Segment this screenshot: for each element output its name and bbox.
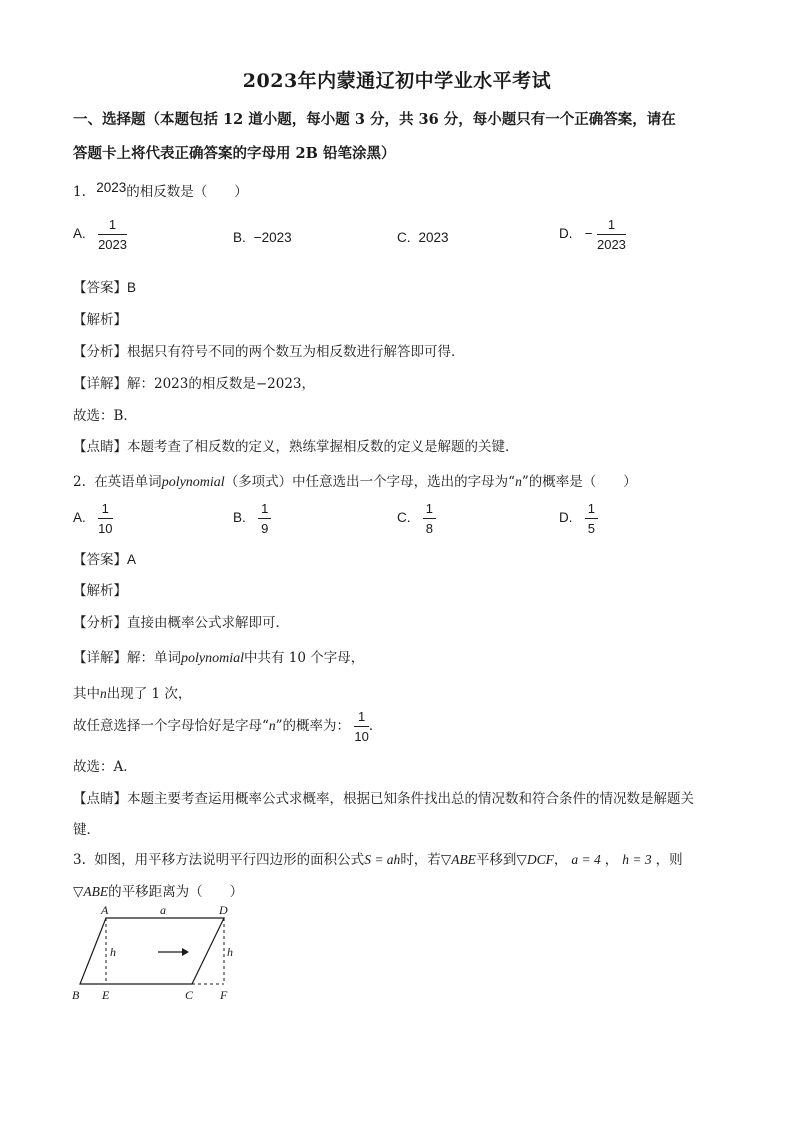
q2-guxuan: 故选：A．	[73, 759, 137, 775]
q2-stem: 2. 在英语单词polynomial（多项式）中任意选出一个字母，选出的字母为“n”的概率是（ ）	[73, 474, 637, 490]
q1-answer: 【答案】B	[73, 280, 137, 296]
q2-answer: 【答案】A	[73, 552, 137, 568]
q1-option-d[interactable]: D. − $\frac{1}{2023}$	[559, 217, 626, 252]
q2-letter: n	[515, 474, 522, 489]
q1-number: 1.	[73, 184, 86, 200]
label-a: a	[160, 904, 166, 917]
translation-arrow-head	[182, 948, 189, 956]
label-D: D	[219, 904, 228, 917]
label-h-right: h	[227, 945, 233, 959]
page-title: 2023年内蒙通辽初中学业水平考试	[242, 70, 552, 92]
q2-line3: 故任意选择一个字母恰好是字母“n”的概率为： $\frac{1}{10}$ ．	[73, 709, 383, 744]
q3-parallelogram-figure	[68, 904, 248, 1004]
label-B: B	[72, 988, 80, 1002]
q1-option-d-fraction: $\frac{1}{2023}$	[596, 217, 626, 252]
q2-option-a[interactable]: A. $\frac{1}{10}$	[73, 501, 113, 536]
label-C: C	[185, 988, 194, 1002]
q1-option-c[interactable]: C. 2023	[397, 230, 449, 245]
q2-dianjing-2: 键．	[73, 822, 100, 838]
q2-line3-fraction: $\frac{1}{10}$	[354, 709, 369, 744]
label-h-left: h	[110, 945, 116, 959]
q2-option-d[interactable]: D. $\frac{1}{5}$	[559, 501, 598, 536]
q1-guxuan: 故选：B．	[73, 408, 137, 424]
q1-stem	[73, 180, 248, 200]
section-heading-line1: 一、选择题（本题包括 12 道小题，每小题 3 分，共 36 分，每小题只有一个正确答案，请在	[73, 111, 676, 128]
q2-analysis-tag: 【解析】	[73, 583, 127, 599]
q1-analysis-tag: 【解析】	[73, 312, 127, 328]
q3-stem-line1: 3. 如图，用平移方法说明平行四边形的面积公式S = ah时，若▽ABE平移到▽DCF， a = 4 ， h = 3 ，则	[73, 852, 683, 868]
label-A: A	[101, 904, 109, 917]
q3-stem-line2: ▽ABE的平移距离为（ ）	[73, 884, 244, 900]
q1-option-a[interactable]: A. $\frac{1}{2023}$	[73, 217, 127, 252]
q2-option-b[interactable]: B. $\frac{1}{9}$	[233, 501, 271, 536]
q1-option-b[interactable]: B. −2023	[233, 230, 292, 245]
q2-answer-value: A	[127, 552, 137, 567]
q1-dianjing: 【点睛】本题考查了相反数的定义，熟练掌握相反数的定义是解题的关键．	[73, 439, 519, 455]
q1-math: 2023	[96, 180, 127, 195]
q2-word: polynomial	[161, 475, 225, 490]
q2-dianjing-1: 【点睛】本题主要考查运用概率公式求概率，根据已知条件找出总的情况数和符合条件的情况数是解题关	[73, 791, 694, 807]
q2-fenxi: 【分析】直接由概率公式求解即可．	[73, 615, 289, 631]
label-F: F	[220, 988, 228, 1002]
parallelogram-shape	[80, 918, 224, 984]
q1-option-a-fraction: $\frac{1}{2023}$	[98, 217, 127, 252]
q2-line2: 其中n出现了 1 次，	[73, 686, 192, 702]
q1-xiangjie: 【详解】解：2023的相反数是−2023，	[73, 376, 316, 392]
section-heading-line2: 答题卡上将代表正确答案的字母用 2B 铅笔涂黑）	[73, 145, 396, 162]
q3-formula: S = ah	[364, 852, 401, 867]
q2-option-c[interactable]: C. $\frac{1}{8}$	[397, 501, 436, 536]
label-E: E	[102, 988, 110, 1002]
q1-stem-text: 的相反数是（ ）	[126, 184, 248, 200]
q2-xiangjie: 【详解】解：单词polynomial中共有 10 个字母，	[73, 650, 365, 666]
q1-fenxi: 【分析】根据只有符号不同的两个数互为相反数进行解答即可得．	[73, 344, 465, 360]
q3-number: 3.	[73, 852, 86, 868]
q1-answer-value: B	[127, 280, 137, 295]
q2-number: 2.	[73, 474, 86, 490]
